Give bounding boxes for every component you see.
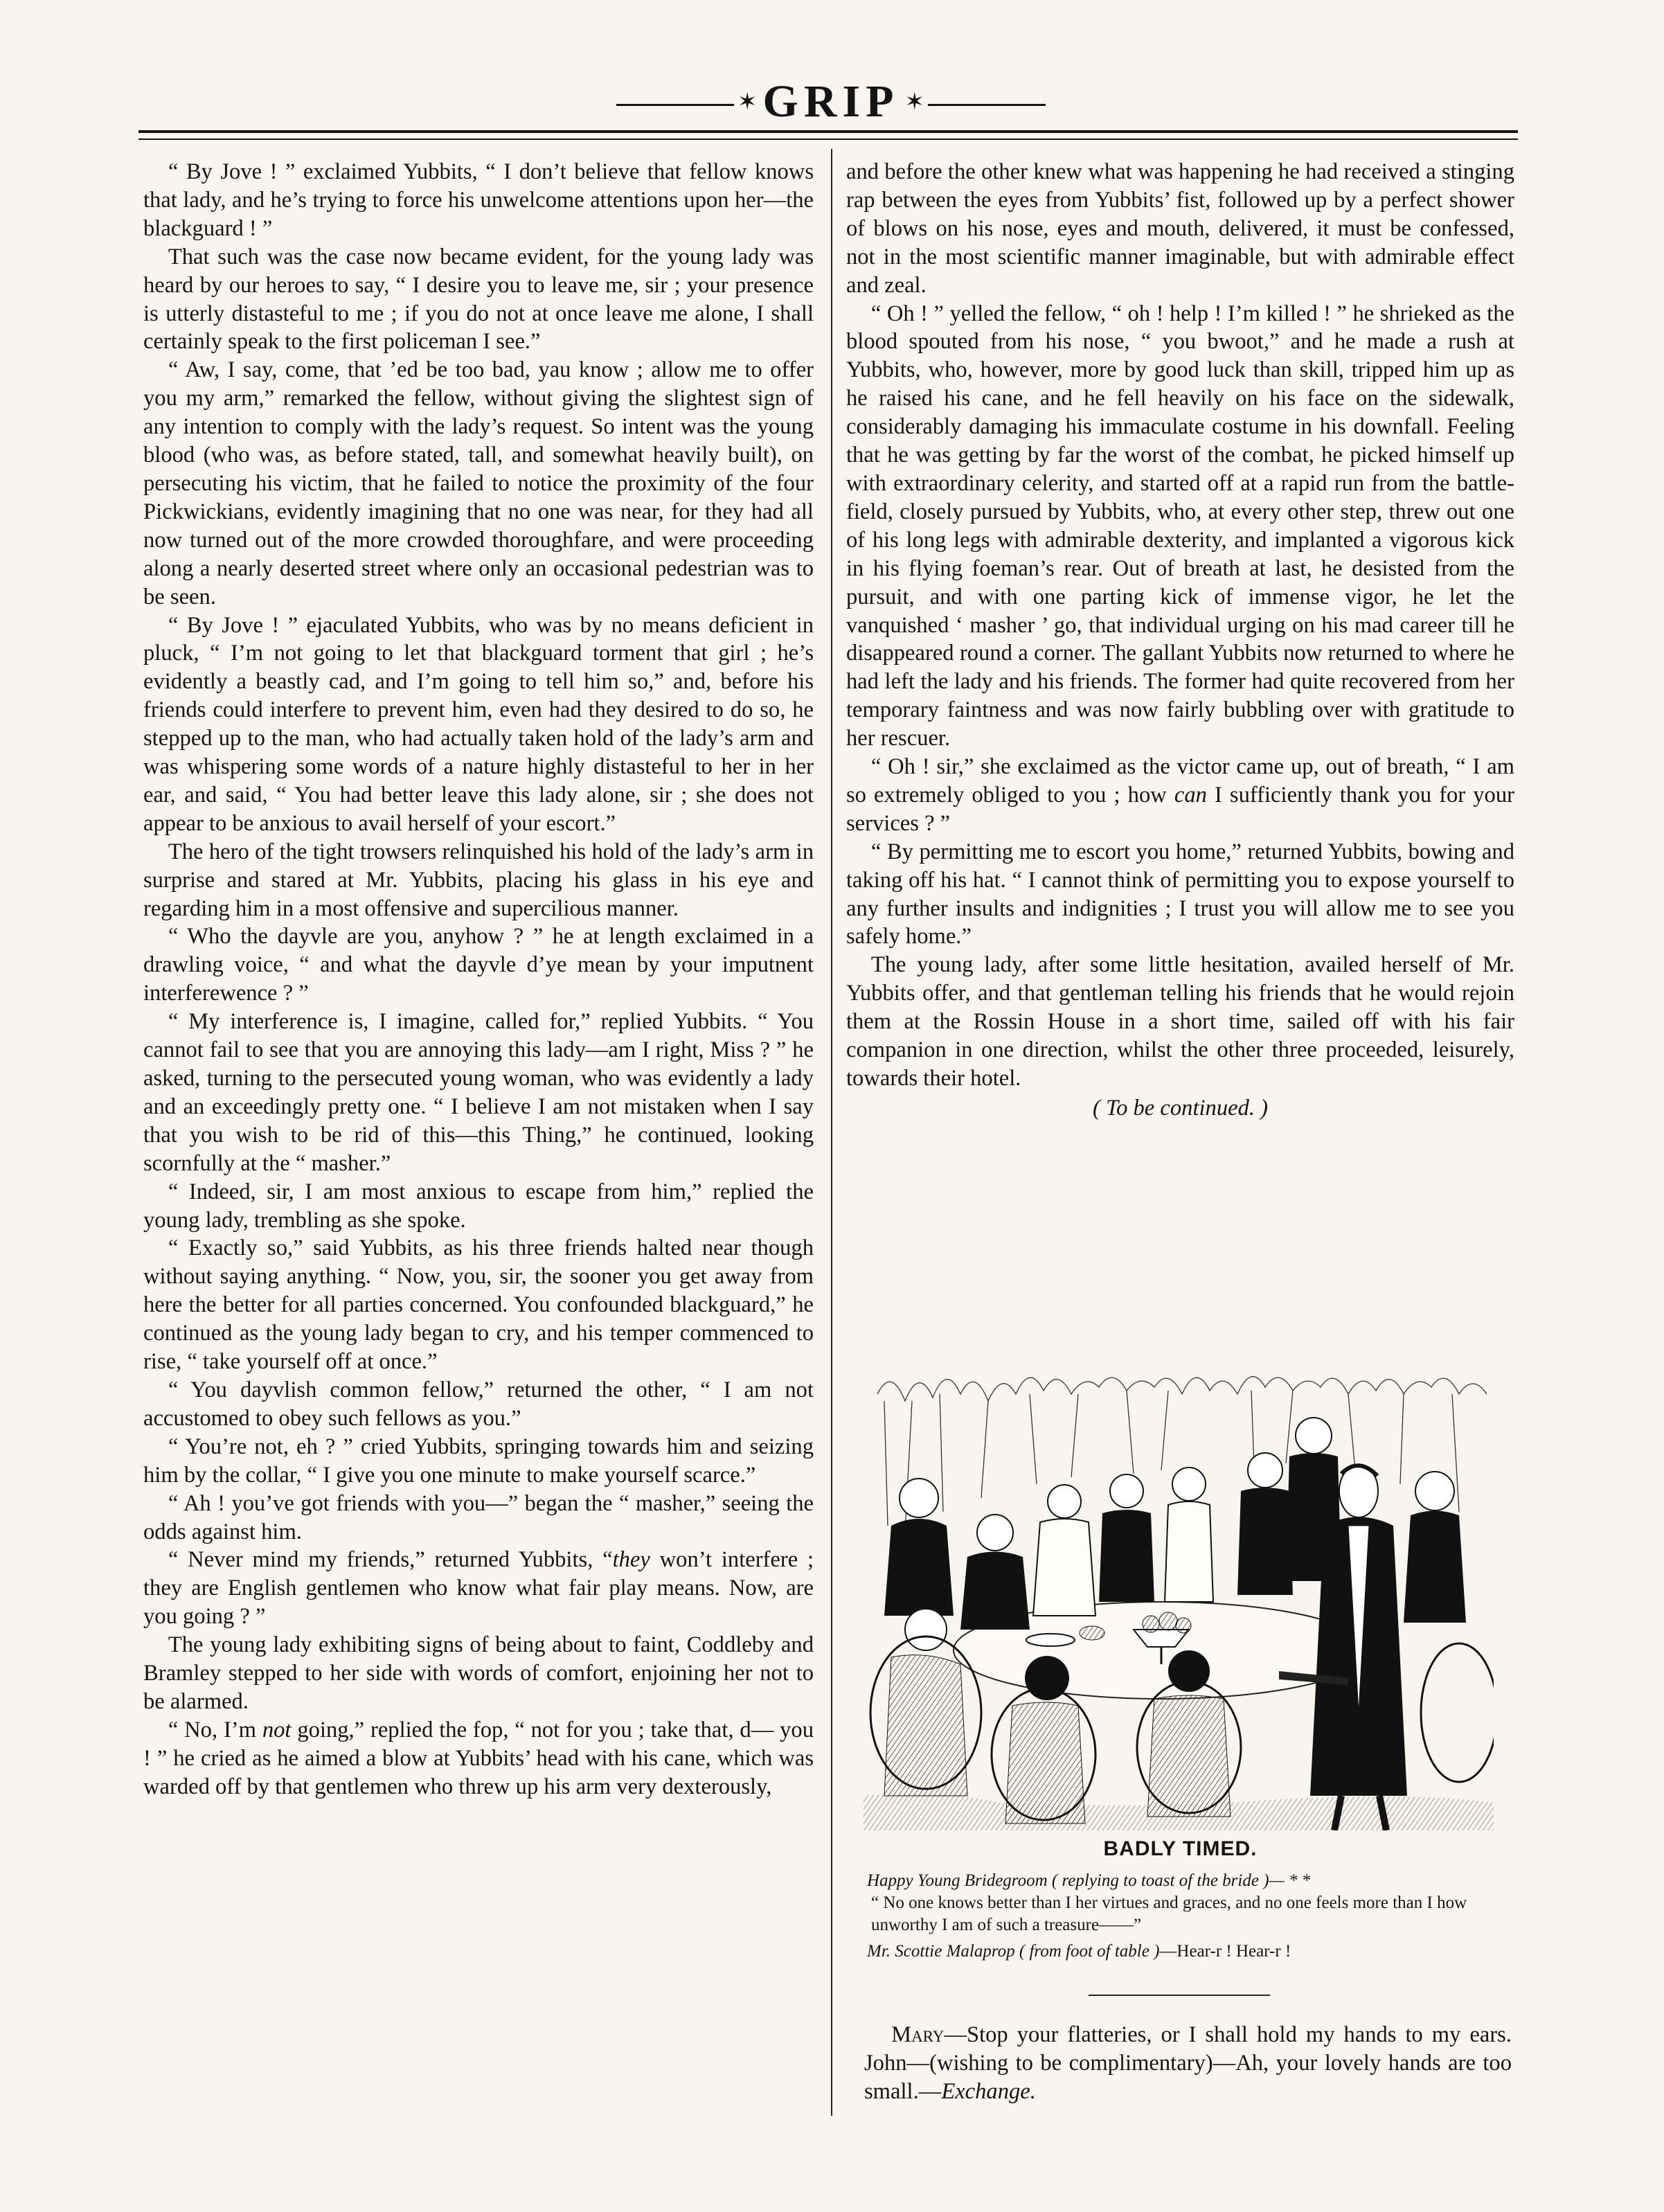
cartoon-caption [867, 1870, 1514, 1963]
paragraph: “ You’re not, eh ? ” cried Yubbits, springing towards him and seizing him by the collar, “ I give you one minute to make yourself scarce.” [143, 1434, 814, 1488]
caption-line-speaker: Happy Young Bridegroom ( replying to toast of the bride )— * * [867, 1871, 1311, 1890]
paragraph: The hero of the tight trowsers relinquished his hold of the lady’s arm in surprise and stared at Mr. Yubbits, placing his glass in his eye and regarding him in a most offensive and supercilious manner. [143, 839, 814, 921]
emphasis: they [612, 1547, 650, 1573]
reply-speaker: Mr. Scottie Malaprop ( from foot of table ) [867, 1942, 1160, 1961]
paragraph: “ Indeed, sir, I am most anxious to escape from him,” replied the young lady, trembling as she spoke. [143, 1179, 814, 1233]
caption-line-speech: “ No one knows better than I her virtues and graces, and no one feels more than I how unworthy I am of such a treasure——” [871, 1893, 1467, 1934]
text-run: “ Never mind my friends,” returned Yubbits, “ [168, 1547, 613, 1573]
cartoon-title: BADLY TIMED. [1103, 1837, 1258, 1860]
paragraph [143, 1546, 814, 1631]
column-divider [831, 149, 832, 2116]
to-be-continued: ( To be continued. ) [1092, 1095, 1269, 1121]
joke-source: Exchange. [941, 2078, 1036, 2104]
header-rule-thick [138, 130, 1518, 133]
paragraph: “ By permitting me to escort you home,” returned Yubbits, bowing and taking off his hat. “ I cannot think of permitting you to expose yourself to any further insults and indignities ; I trust you will allow me to see you safely home.” [846, 839, 1514, 949]
joke-paragraph [864, 2021, 1512, 2106]
text-run: going,” replied the fop, “ not for you ; take that, d— you ! ” he cried as he aimed a blow at Yubbits’ head with his cane, which was warded off by that gentlemen who threw up his arm very dexterously, [143, 1717, 814, 1799]
paragraph [846, 753, 1514, 838]
emphasis: can [1174, 782, 1207, 808]
paragraph: That such was the case now became evident, for the young lady was heard by our heroes to say, “ I desire you to leave me, sir ; your presence is utterly distasteful to me ; if you do not at once leave me alone, I shall certainly speak to the first policeman I see.” [143, 244, 814, 355]
paragraph: “ You dayvlish common fellow,” returned the other, “ I am not accustomed to obey such fellows as you.” [143, 1377, 814, 1431]
paragraph: “ By Jove ! ” exclaimed Yubbits, “ I don’t believe that fellow knows that lady, and he’s trying to force his unwelcome attentions upon her—the blackguard ! ” [143, 159, 814, 241]
paragraph: and before the other knew what was happening he had received a stinging rap between the eyes from Yubbits’ fist, followed up by a perfect shower of blows on his nose, eyes and mouth, delivered, it must be confessed, not in the most scientific manner imaginable, but with admirable effect and zeal. [846, 159, 1514, 298]
cartoon-illustration [864, 1353, 1494, 1830]
paragraph: “ Ah ! you’ve got friends with you—” began the “ masher,” seeing the odds against him. [143, 1490, 814, 1544]
masthead-rule-left [616, 104, 734, 106]
paragraph: “ Who the dayvle are you, anyhow ? ” he at length exclaimed in a drawling voice, “ and what the dayvle d’ye mean by your imputnent interferewence ? ” [143, 924, 814, 1006]
masthead-title: GRIP [762, 76, 900, 127]
star-right-icon: ✶ [904, 88, 924, 116]
paragraph: “ By Jove ! ” ejaculated Yubbits, who was by no means deficient in pluck, “ I’m not going to let that blackguard torment that girl ; he’s evidently a beastly cad, and I’m going to tell him so,” and, before his friends could interfere to prevent him, even had they desired to do so, he stepped up to the man, who had actually taken hold of the lady’s arm and was whispering some words of a nature highly distasteful to her in her ear, and said, “ You had better leave this lady alone, sir ; she does not appear to be anxious to avail herself of your escort.” [143, 612, 814, 836]
paragraph [143, 1716, 814, 1801]
right-column [846, 158, 1514, 1123]
masthead-rule-right [928, 104, 1046, 106]
star-left-icon: ✶ [737, 88, 758, 116]
emphasis: not [262, 1717, 292, 1742]
caption-line-reply [867, 1941, 1514, 1963]
left-column [143, 158, 814, 1801]
text-run: won’t interfere ; they are English gentlemen who know what fair play means. Now, are you going ? ” [143, 1547, 814, 1630]
paragraph: “ Exactly so,” said Yubbits, as his three friends halted near though without saying anything. “ Now, you, sir, the sooner you get away from here the better for all parties concerned. You confounded blackguard,” he continued as the young lady began to cry, and his temper commenced to rise, “ take yourself off at once.” [143, 1236, 814, 1375]
text-run: “ No, I’m [168, 1717, 262, 1742]
text-run: I sufficiently thank you for your services ? ” [846, 782, 1514, 836]
masthead [609, 78, 1053, 126]
paragraph: The young lady exhibiting signs of being about to faint, Coddleby and Bramley stepped to her side with words of comfort, enjoining her not to be alarmed. [143, 1632, 814, 1714]
reply-speech: —Hear-r ! Hear-r ! [1159, 1942, 1291, 1961]
header-rule-thin [138, 139, 1518, 140]
text-run: “ Oh ! sir,” she exclaimed as the victor came up, out of breath, “ I am so extremely obliged to you ; how [846, 754, 1514, 808]
paragraph: “ Aw, I say, come, that ’ed be too bad, yau know ; allow me to offer you my arm,” remarked the fellow, without giving the slightest sign of any intention to comply with the lady’s request. So intent was the young blood (who was, as before stated, tall, and somewhat heavily built), on persecuting his victim, that he failed to notice the proximity of the four Pickwickians, evidently imagining that no one was near, for they had all now turned out of the more crowded thoroughfare, and were proceeding along a nearly deserted street where only an occasional pedestrian was to be seen. [143, 357, 814, 609]
joke-name: Mary [891, 2022, 945, 2047]
paragraph: “ Oh ! ” yelled the fellow, “ oh ! help ! I’m killed ! ” he shrieked as the blood spouted from his nose, “ you bwoot,” and he made a rush at Yubbits, who, however, more by good luck than skill, tripped him up as he raised his cane, and he fell heavily on his face on the sidewalk, considerably damaging his immaculate costume in his downfall. Feeling that he was getting by far the worst of the combat, he picked himself up with extraordinary celerity, and started off at a rapid run from the battle-field, closely pursued by Yubbits, who, at every other step, threw out one of his long legs with admirable dexterity, and implanted a vigorous kick in his flying foeman’s rear. Out of breath at last, he desisted from the pursuit, and with one parting kick of immense vigor, he let the vanquished ‘ masher ’ go, that individual urging on his mad career till he disappeared round a corner. The gallant Yubbits now returned to where he had left the lady and his friends. The former had quite recovered from her temporary faintness and was now fairly bubbling over with gratitude to her rescuer. [846, 301, 1514, 751]
paragraph: The young lady, after some little hesitation, availed herself of Mr. Yubbits offer, and that gentleman telling his friends that he would rejoin them at the Rossin House in a short time, sailed off with his fair companion in one direction, whilst the other three proceeded, leisurely, towards their hotel. [846, 952, 1514, 1091]
paragraph: “ My interference is, I imagine, called for,” replied Yubbits. “ You cannot fail to see that you are annoying this lady—am I right, Miss ? ” he asked, turning to the persecuted young woman, who was evidently a lady and an exceedingly pretty one. “ I believe I am not mistaken when I say that you wish to be rid of this—this Thing,” he continued, looking scornfully at the “ masher.” [143, 1009, 814, 1176]
section-rule [1089, 1995, 1270, 1996]
joke-text: —Stop your flatteries, or I shall hold my hands to my ears. John—(wishing to be complimentary)—Ah, your lovely hands are too small.— [864, 2022, 1512, 2104]
